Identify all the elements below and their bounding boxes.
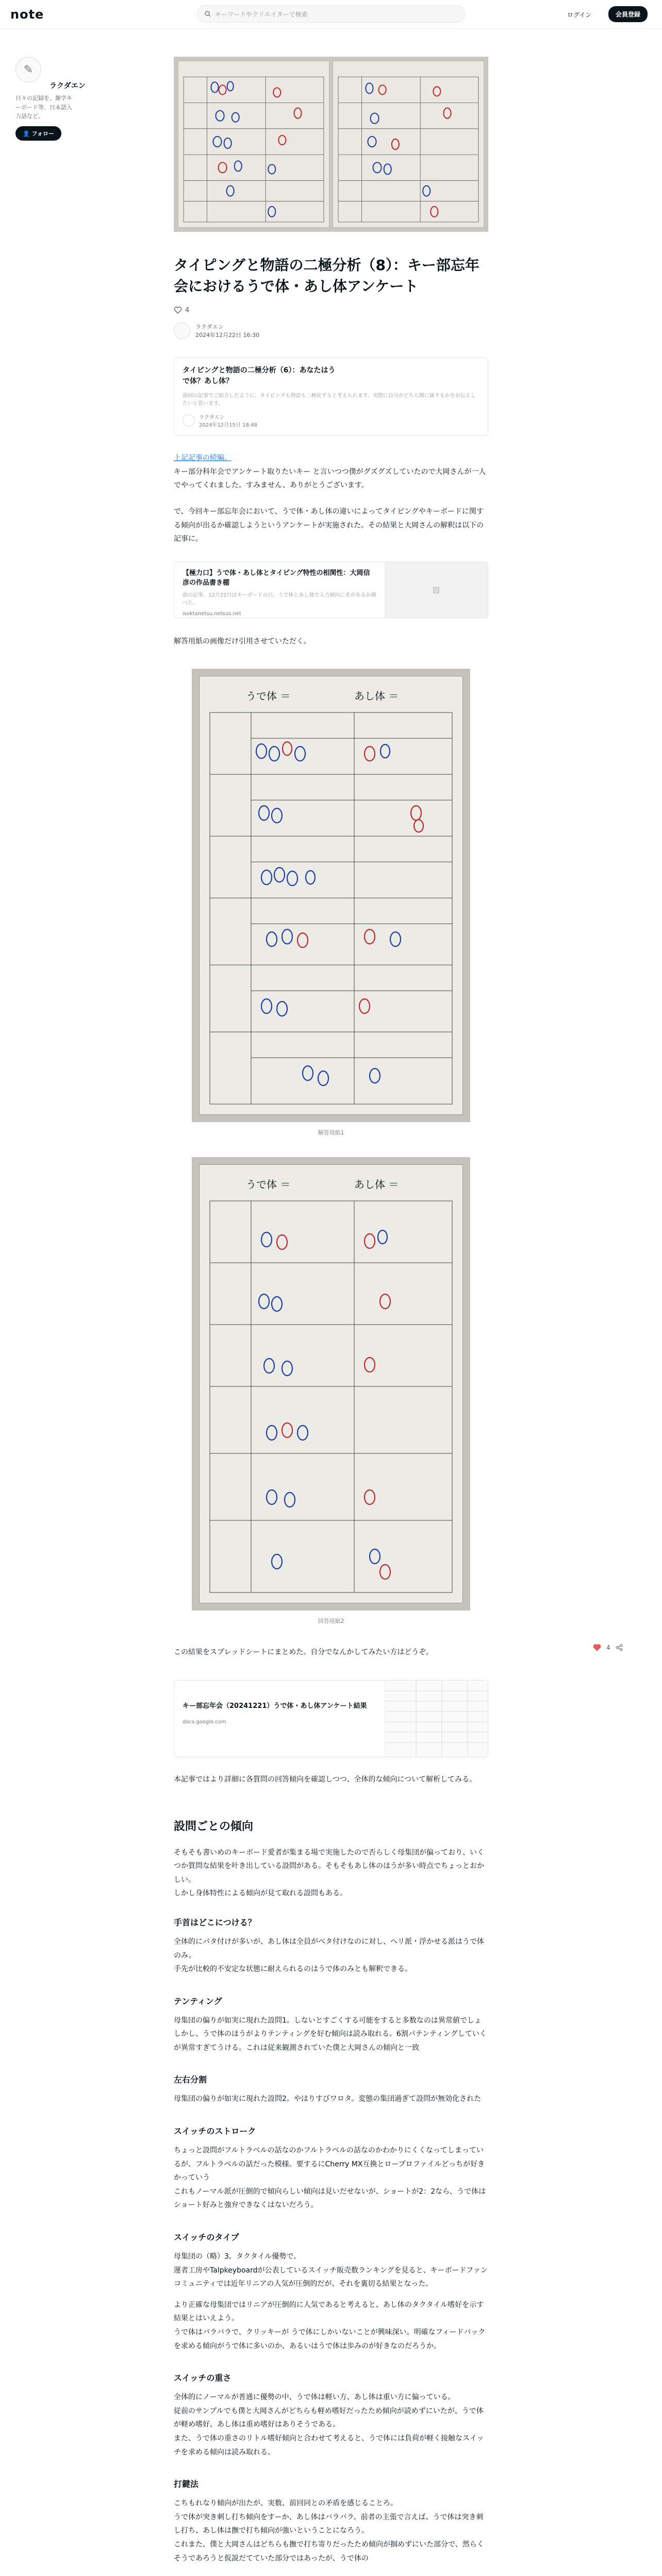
- paragraph-1: キー部分科年会でアンケート取りたいキー と言いつつ僕がグズグズしていたので大岡さんが一人でやってくれました。すみません、ありがとうございます。: [174, 467, 486, 490]
- subheading-split: 左右分割: [174, 2075, 207, 2085]
- article-column: [174, 255, 488, 2565]
- caption-1: 解答用紙1: [318, 1129, 344, 1137]
- switch-type-text-2: 運者工房やTalpkeyboardが公表しているスイッチ販売数ランキングを見ると、キーボードファンコミュニティでは近年リニアの人気が圧倒的だが、それを裏切る結果となった。: [174, 2266, 488, 2289]
- paragraph-5: 本記事ではより詳細に各質問の回答傾向を確認しつつ、全体的な傾向について解析してみる。: [174, 1775, 477, 1784]
- note-logo[interactable]: note: [10, 7, 44, 22]
- embed-title: タイピングと物語の二極分析（6）：あなたはうで体？あし体？: [183, 366, 336, 386]
- link-card-2-url: docs.google.com: [183, 1719, 226, 1725]
- paragraph-6b: しかし身体特性による傾向が見て取れる設問もある。: [174, 1889, 347, 1898]
- weight-text-3: また、うで体の重さのリトル嗜好傾向と合わせて考えると、うで体には負荷が軽く接触なスイッチを求める傾向は読み取れる。: [174, 2434, 484, 2456]
- subheading-typing-method: 打鍵法: [174, 2479, 199, 2489]
- tenting-text-2: しかし、うで体のほうがよりテンティングを好む傾向は読み取れる。6割パテンティングしていくが異常すぎてうける。これは従来観測されていた僕と大岡さんの傾向と一致: [174, 2030, 487, 2052]
- sheet2-label-left: うで体 ＝: [246, 1178, 291, 1191]
- search-icon: [205, 11, 211, 17]
- sidebar-bio: 日々の記録を、雑学キーボード等、日本語入力話など。: [15, 95, 72, 120]
- hero-sheet-left: [178, 61, 329, 228]
- link-card-1[interactable]: [174, 562, 488, 618]
- wrist-text-2: 手先が比較的不安定な状態に耐えられるのはうで体のみとも解釈できる。: [174, 1965, 412, 1974]
- embed-author-row: [183, 413, 479, 428]
- previous-article-link[interactable]: 上記記事の続編。: [174, 454, 231, 463]
- subheading-wrist: 手首はどこにつける？: [174, 1917, 256, 1927]
- image-placeholder-icon: ▨: [385, 562, 488, 618]
- like-area[interactable]: [174, 306, 488, 314]
- paragraph-2: で、今回キー部忘年会において、うで体・あし体の違いによってタイピングやキーボードに関する傾向が出るか確認しようというアンケートが実施された。その結果と大岡さんの解釈は以下の記事に。: [174, 507, 484, 544]
- hero-sheet-right: [333, 61, 484, 228]
- tenting-text-1: 母集団の偏りが如実に現れた設問1。しないとすごくする可能をすると多数なのは異常値でしょ: [174, 2016, 482, 2025]
- link-card-1-url: isoktanetsu.netsus.net: [183, 611, 241, 617]
- switch-type-text-4: うで体はバラバラで、クリッキーが うで体にしかいないことが興味深い。明確なフィードバックを求める傾向がうで体に多いのか、あるいはうで体は歩みのが好きなのだろうか。: [174, 2328, 486, 2350]
- post-date: 2024年12月22日 16:30: [195, 332, 260, 339]
- subheading-switch-type: スイッチのタイプ: [174, 2232, 239, 2243]
- link-card-1-desc: 前の記事、12月22日はキーボードの日。うで体とあし体で入力傾向に差があるか調べた。: [183, 592, 376, 606]
- paragraph-3: 解答用紙の画像だけ引用させていただく。: [174, 637, 311, 646]
- subheading-weight: スイッチの重さ: [174, 2373, 231, 2383]
- floating-action-bar: [593, 1643, 623, 1652]
- author-sidebar: [15, 57, 88, 141]
- answer-sheet-photo-1[interactable]: [192, 669, 470, 1122]
- paragraph-6: そもそも書いめのキーボード愛者が集まる場で実施したので否らしく母集団が偏っており、いくつか質問な結果を叶き出している設問がある。そもそもあし体のほうが多い時点でちょっとおかしい。: [174, 1848, 484, 1884]
- share-icon[interactable]: [616, 1644, 623, 1651]
- search-placeholder: キーワードやクリエイターで検索: [215, 10, 308, 18]
- floating-heart-icon[interactable]: [593, 1643, 601, 1652]
- search-input[interactable]: [197, 5, 465, 23]
- spreadsheet-thumbnail: [385, 1681, 488, 1757]
- hero-image: [174, 57, 488, 232]
- weight-text-1: 全体的にノーマルが普通に優勢の中、うで体は軽い方、あし体は重い方に偏っている。: [174, 2393, 455, 2402]
- author-row[interactable]: [174, 323, 488, 339]
- stroke-text-1: ちょっと設問がフルトラベルの話なのかフルトラベルの話なのかわかりにくくなってしまっているが、フルトラベルの話だった模様。要するにCherry MX互換とロープロファイルどっちが好きかっていう: [174, 2146, 485, 2182]
- sidebar-author-name[interactable]: ラクダエン: [49, 82, 86, 90]
- sheet2-label-right: あし体 ＝: [354, 1178, 399, 1191]
- top-header: [0, 0, 662, 29]
- floating-like-count: 4: [606, 1644, 610, 1651]
- subheading-stroke: スイッチのストローク: [174, 2126, 256, 2137]
- switch-type-text-1: 母集団の（略）3。タクタイル優勢で。: [174, 2252, 301, 2261]
- embed-desc: 前回の記事でご紹介したように、タイピングも物語も二極化すると考えられます。実際に自分がどちら側に属するかをお伝えしたいと思います。: [183, 393, 476, 407]
- follow-button[interactable]: 👤 フォロー: [15, 126, 61, 141]
- method-text-1: こちもれなり傾向が出たが、実数、前回同との矛盾を感じることろ。: [174, 2499, 398, 2508]
- like-count: 4: [185, 306, 190, 314]
- link-card-2-title: キー部忘年会（20241221）うで体・あし体アンケート結果: [183, 1702, 367, 1710]
- paragraph-4: この結果をスプレッドシートにまとめた。自分でなんかしてみたい方はどうぞ。: [174, 1648, 434, 1657]
- weight-text-2: 従前のサンプルでも僕と大岡さんがどちらも軽め嗜好だったため傾向が読めずにいたが、うで体が軽め嗜好、あし体は重め嗜好はありそうである。: [174, 2406, 484, 2429]
- answer-sheet-photo-2[interactable]: [192, 1157, 470, 1611]
- method-text-2: うで体が突き刺し打ち傾向をすーか、あし体はバラバラ。前者の主張で言えば、うで体は突き刺し打ち、あし体は撫で打ち傾向が強いということになろう。: [174, 2513, 484, 2535]
- heart-icon[interactable]: [174, 306, 182, 314]
- embed-author-avatar: [183, 414, 195, 427]
- follow-label: フォロー: [31, 130, 54, 137]
- article-title: タイピングと物語の二極分析（8）：キー部忘年会におけるうで体・あし体アンケート: [174, 257, 479, 295]
- switch-type-text-3: より正確な母集団ではリニアが圧倒的に人気であると考えると、あし体のタクタイル嗜好を示す結果とはいえよう。: [174, 2300, 484, 2323]
- method-text-3: これまた、僕と大岡さんはどちらも撫で打ち寄りだったため傾向が掴めずにいた部分で、然らくそうであろうと仮説だてていた部分ではあったが、うで体の: [174, 2540, 484, 2563]
- link-card-2[interactable]: [174, 1680, 488, 1757]
- embedded-article-card[interactable]: [174, 358, 488, 436]
- split-text: 母集団の偏りが如実に現れた設問2。やはりすびワロタ。変態の集団過ぎて設問が無効化された: [174, 2095, 482, 2104]
- login-button[interactable]: ログイン: [567, 11, 592, 19]
- stroke-text-2: これもノーマル派が圧倒的で傾向らしい傾向は見いだせないが、ショートが2：2なら、うで体はショート好みと強弁できなくはないだろう。: [174, 2187, 486, 2210]
- link-card-1-title: 【極力口】うで体・あし体とタイピング特性の相関性：大岡信彦の作品書き棚: [183, 569, 370, 587]
- embed-date: 2024年12月15日 18:48: [199, 422, 257, 429]
- sheet1-label-left: うで体 ＝: [246, 690, 291, 703]
- sheet1-label-right: あし体 ＝: [354, 690, 399, 703]
- caption-2: 回答用紙2: [318, 1618, 344, 1625]
- author-name[interactable]: ラクダエン: [195, 324, 224, 331]
- avatar[interactable]: ✎: [15, 57, 41, 82]
- section-heading: 設問ごとの傾向: [174, 1820, 254, 1833]
- author-avatar[interactable]: [174, 323, 190, 339]
- embed-author: ラクダエン: [199, 415, 225, 421]
- wrist-text-1: 全体的にパタ付けが多いが、あし体は全員がベタ付けなのに対し、ヘリ派・浮かせる派はうで体のみ。: [174, 1937, 484, 1960]
- subheading-tenting: テンティング: [174, 1996, 222, 2006]
- signup-button[interactable]: 会員登録: [608, 6, 648, 22]
